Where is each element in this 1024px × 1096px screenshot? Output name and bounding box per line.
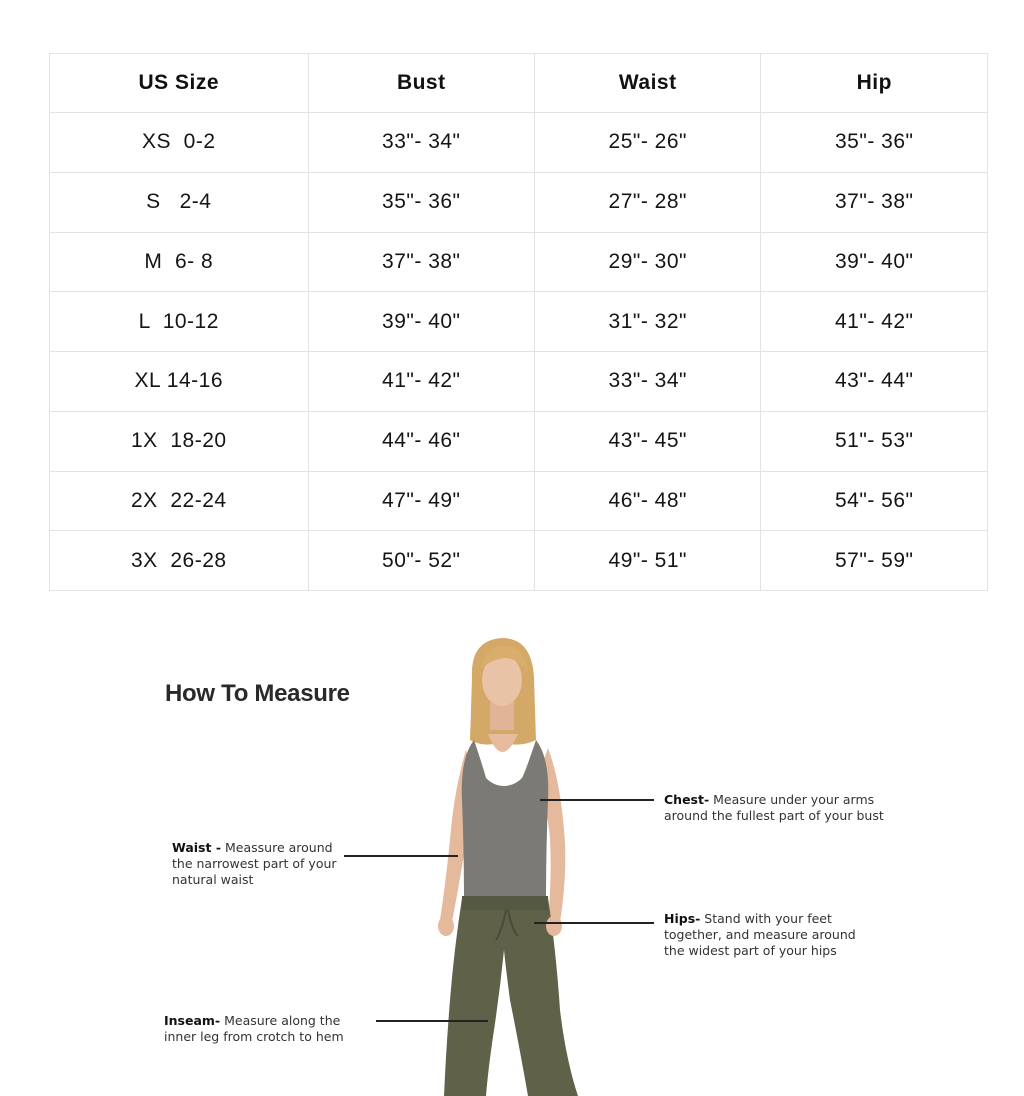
inseam-leader-line — [376, 1020, 488, 1022]
cell-waist: 33"- 34" — [535, 352, 761, 412]
cell-waist: 31"- 32" — [535, 292, 761, 352]
size-chart-table — [49, 53, 988, 591]
table-row — [50, 113, 988, 173]
cell-bust: 35"- 36" — [308, 172, 534, 232]
inseam-text: Measure along the inner leg from crotch to hem — [164, 1013, 344, 1044]
cell-bust: 33"- 34" — [308, 113, 534, 173]
cell-bust: 47"- 49" — [308, 471, 534, 531]
chest-leader-line — [540, 799, 654, 801]
waist-instruction — [172, 840, 342, 888]
hips-label: Hips- — [664, 911, 701, 926]
inseam-label: Inseam- — [164, 1013, 221, 1028]
cell-size: XL 14-16 — [50, 352, 309, 412]
cell-hip: 43"- 44" — [761, 352, 988, 412]
cell-waist: 29"- 30" — [535, 232, 761, 292]
cell-size: 2X 22-24 — [50, 471, 309, 531]
table-row — [50, 531, 988, 591]
table-row — [50, 232, 988, 292]
model-figure-illustration — [410, 630, 630, 1096]
cell-bust: 50"- 52" — [308, 531, 534, 591]
cell-size: M 6- 8 — [50, 232, 309, 292]
waist-leader-line — [344, 855, 458, 857]
cell-waist: 43"- 45" — [535, 411, 761, 471]
table-header-row — [50, 54, 988, 113]
chest-text: Measure under your arms around the fullest part of your bust — [664, 792, 884, 823]
cell-waist: 25"- 26" — [535, 113, 761, 173]
waist-text: Meassure around the narrowest part of your natural waist — [172, 840, 337, 887]
cell-hip: 37"- 38" — [761, 172, 988, 232]
cell-waist: 46"- 48" — [535, 471, 761, 531]
cell-hip: 41"- 42" — [761, 292, 988, 352]
how-to-measure-title: How To Measure — [165, 680, 350, 707]
cell-waist: 27"- 28" — [535, 172, 761, 232]
table-row — [50, 471, 988, 531]
cell-size: XS 0-2 — [50, 113, 309, 173]
table-row — [50, 292, 988, 352]
cell-hip: 35"- 36" — [761, 113, 988, 173]
cell-bust: 39"- 40" — [308, 292, 534, 352]
waist-label: Waist - — [172, 840, 222, 855]
hips-instruction — [664, 911, 874, 959]
how-to-measure-section — [0, 600, 1024, 1096]
header-hip: Hip — [761, 54, 988, 113]
header-us-size: US Size — [50, 54, 309, 113]
cell-size: 1X 18-20 — [50, 411, 309, 471]
cell-bust: 41"- 42" — [308, 352, 534, 412]
header-bust: Bust — [308, 54, 534, 113]
cell-bust: 44"- 46" — [308, 411, 534, 471]
hips-leader-line — [534, 922, 654, 924]
chest-label: Chest- — [664, 792, 710, 807]
cell-bust: 37"- 38" — [308, 232, 534, 292]
table-row — [50, 352, 988, 412]
cell-size: L 10-12 — [50, 292, 309, 352]
table-row — [50, 411, 988, 471]
cell-size: 3X 26-28 — [50, 531, 309, 591]
cell-hip: 54"- 56" — [761, 471, 988, 531]
table-row — [50, 172, 988, 232]
header-waist: Waist — [535, 54, 761, 113]
cell-hip: 39"- 40" — [761, 232, 988, 292]
inseam-instruction — [164, 1013, 374, 1045]
cell-hip: 51"- 53" — [761, 411, 988, 471]
hips-text: Stand with your feet together, and measure around the widest part of your hips — [664, 911, 856, 958]
chest-instruction — [664, 792, 896, 824]
cell-waist: 49"- 51" — [535, 531, 761, 591]
cell-hip: 57"- 59" — [761, 531, 988, 591]
cell-size: S 2-4 — [50, 172, 309, 232]
